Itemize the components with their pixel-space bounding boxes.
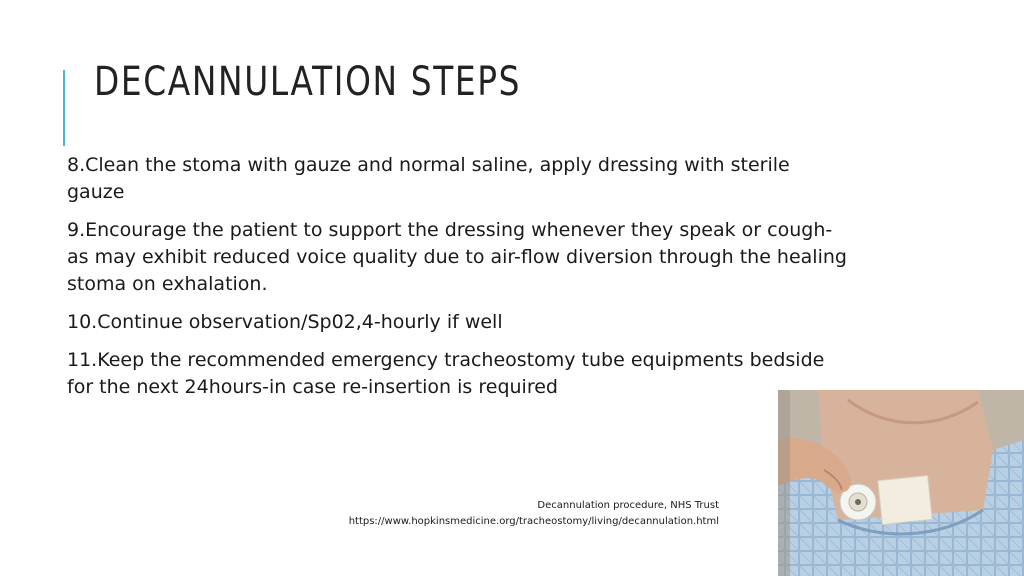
- citation-url: https://www.hopkinsmedicine.org/tracheostomy/living/decannulation.html: [348, 516, 719, 527]
- step-item: 11.Keep the recommended emergency tracheostomy tube equipments bedside for the next 24hours-in case re-insertion is required: [67, 349, 825, 398]
- title-accent-bar: [63, 70, 65, 146]
- citation-source: Decannulation procedure, NHS Trust: [537, 500, 719, 511]
- step-item: 10.Continue observation/Sp02,4-hourly if well: [67, 311, 503, 333]
- neck-dressing-photo: [778, 390, 1024, 576]
- citation: [349, 498, 719, 530]
- photo-illustration: [778, 390, 1024, 576]
- slide-title: DECANNULATION STEPS: [94, 59, 522, 105]
- steps-list: [67, 152, 847, 412]
- step-item: 8.Clean the stoma with gauze and normal saline, apply dressing with sterile gauze: [67, 154, 790, 203]
- step-item: 9.Encourage the patient to support the dressing whenever they speak or cough-as may exhibit reduced voice quality due to air-flow diversion through the healing stoma on exhalation.: [67, 219, 847, 295]
